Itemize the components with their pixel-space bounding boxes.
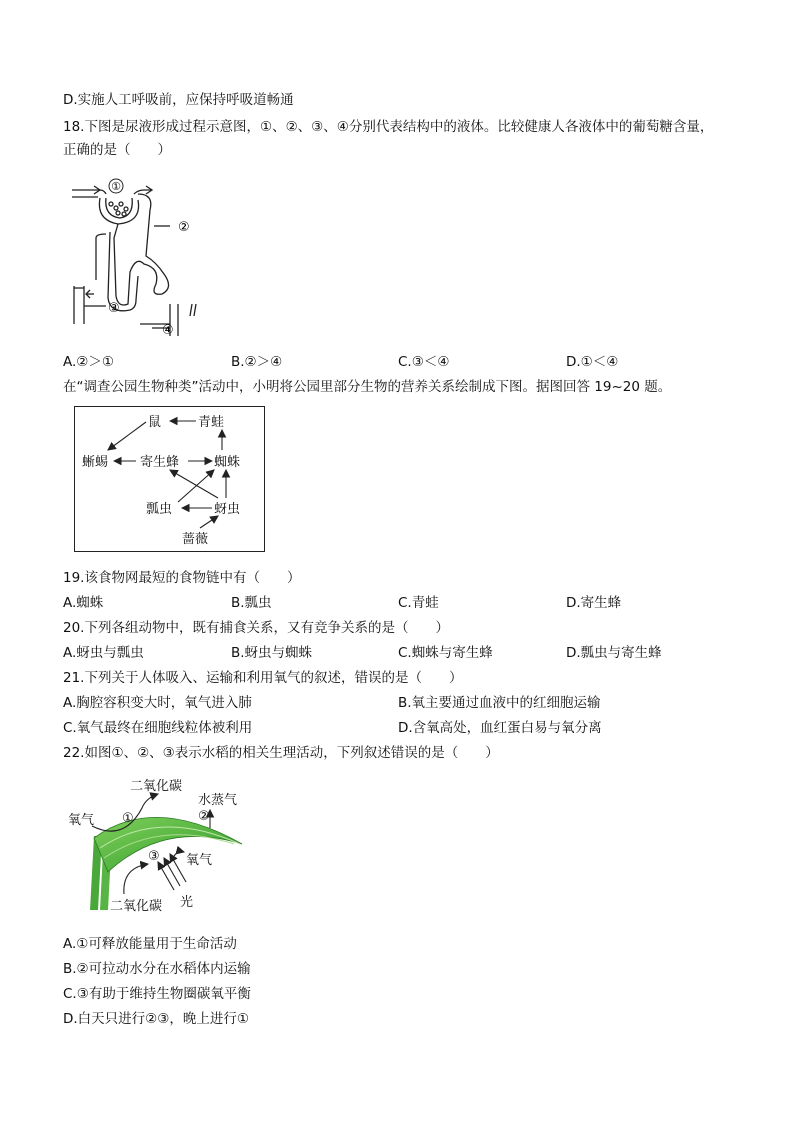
q18-stem-line1: 18.下图是尿液形成过程示意图，①、②、③、④分别代表结构中的液体。比较健康人各液体中的葡萄糖含量，: [63, 119, 714, 135]
node-ladybug: 瓢虫: [146, 502, 173, 517]
label-o2-right: 氧气: [186, 853, 213, 868]
node-frog: 青蛙: [198, 415, 225, 430]
label-process-1: ①: [122, 811, 134, 826]
q20-option-d: D.瓢虫与寄生蜂: [566, 645, 662, 661]
q18-stem-line2: 正确的是（ ）: [63, 142, 171, 158]
label-process-2: ②: [198, 809, 210, 824]
q19-stem: 19.该食物网最短的食物链中有（ ）: [63, 570, 301, 586]
node-rose: 蔷薇: [182, 532, 209, 547]
node-aphid: 蚜虫: [214, 502, 241, 517]
q20-option-c: C.蜘蛛与寄生蜂: [398, 645, 493, 661]
q18-option-d: D.①＜④: [566, 354, 619, 370]
q22-option-d: D.白天只进行②③，晚上进行①: [63, 1011, 249, 1027]
label-o2-left: 氧气: [68, 813, 95, 828]
q18-option-a: A.②＞①: [63, 354, 114, 370]
q21-option-d: D.含氧高处，血红蛋白易与氧分离: [398, 720, 602, 736]
label-co2-top: 二氧化碳: [130, 779, 183, 794]
q19-option-c: C.青蛙: [398, 595, 439, 611]
q20-stem: 20.下列各组动物中，既有捕食关系，又有竞争关系的是（ ）: [63, 620, 449, 636]
label-2: ②: [178, 220, 190, 235]
node-mouse: 鼠: [148, 415, 162, 430]
q18-option-c: C.③＜④: [398, 354, 450, 370]
q21-option-b: B.氧主要通过血液中的红细胞运输: [398, 695, 601, 711]
q19-option-b: B.瓢虫: [231, 595, 272, 611]
q19-option-d: D.寄生蜂: [566, 595, 622, 611]
q22-option-c: C.③有助于维持生物圈碳氧平衡: [63, 986, 251, 1002]
label-co2-bottom: 二氧化碳: [110, 899, 163, 914]
q19-option-a: A.蜘蛛: [63, 595, 104, 611]
nephron-figure: [66, 176, 216, 340]
q22-option-b: B.②可拉动水分在水稻体内运输: [63, 961, 251, 977]
q20-option-a: A.蚜虫与瓢虫: [63, 645, 144, 661]
q22-option-a: A.①可释放能量用于生命活动: [63, 936, 237, 952]
q21-option-a: A.胸腔容积变大时，氧气进入肺: [63, 695, 252, 711]
food-web-figure: [74, 406, 266, 553]
q22-stem: 22.如图①、②、③表示水稻的相关生理活动，下列叙述错误的是（ ）: [63, 745, 499, 761]
label-water-vapor: 水蒸气: [198, 793, 238, 808]
label-process-3: ③: [148, 849, 160, 864]
intro-text: 在“调查公园生物种类”活动中，小明将公园里部分生物的营养关系绘制成下图。据图回答 19~20 题。: [63, 379, 672, 395]
label-3: ③: [108, 301, 120, 316]
node-parasitic-wasp: 寄生蜂: [140, 455, 180, 470]
q17-option-d: D.实施人工呼吸前，应保持呼吸道畅通: [63, 92, 294, 108]
rice-leaf-figure: [64, 772, 250, 916]
q20-option-b: B.蚜虫与蜘蛛: [231, 645, 313, 661]
q21-stem: 21.下列关于人体吸入、运输和利用氧气的叙述，错误的是（ ）: [63, 670, 463, 686]
q18-option-b: B.②＞④: [231, 354, 283, 370]
label-4: ④: [162, 323, 174, 338]
label-1: ①: [111, 180, 121, 193]
label-light: 光: [180, 895, 194, 910]
node-spider: 蜘蛛: [214, 455, 241, 470]
node-lizard: 蜥蜴: [82, 455, 109, 470]
q21-option-c: C.氧气最终在细胞线粒体被利用: [63, 720, 253, 736]
